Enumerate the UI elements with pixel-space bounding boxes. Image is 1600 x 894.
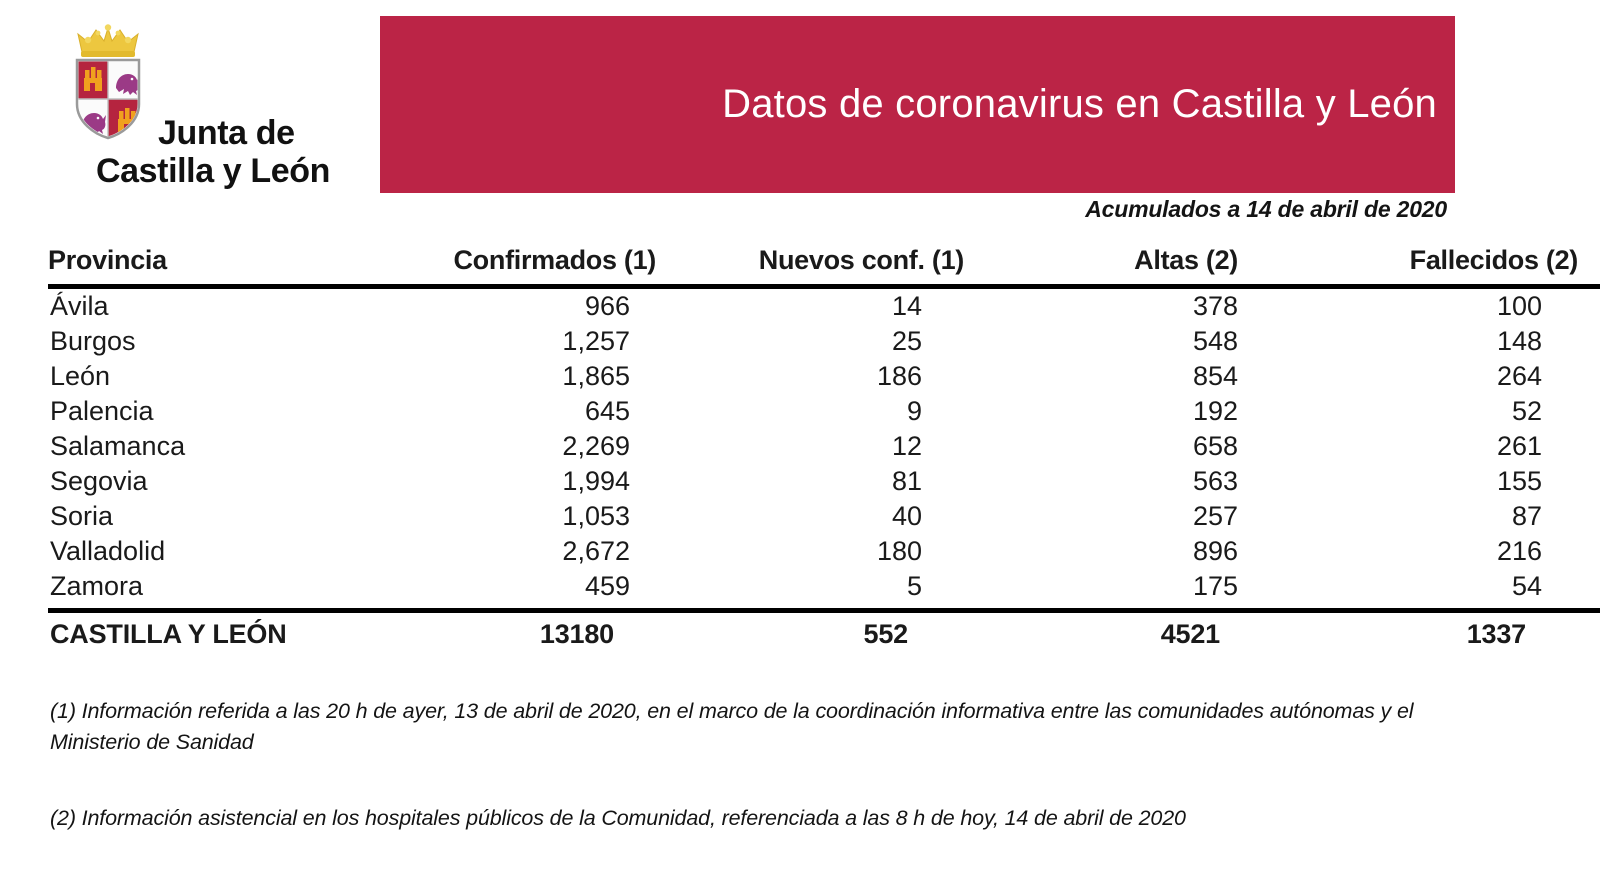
junta-logo: [48, 18, 358, 188]
cell-altas: 548: [1192, 326, 1238, 356]
table-body: [48, 287, 1600, 653]
table-row: [48, 394, 1600, 429]
table-row: [48, 287, 1600, 325]
cell-altas: 175: [1192, 571, 1238, 601]
cell-altas: 563: [1192, 466, 1238, 496]
page-header: [0, 0, 1600, 222]
table-row: [48, 569, 1600, 611]
table-total-row: [48, 611, 1600, 653]
table-row: [48, 464, 1600, 499]
cell-nuevos: 9: [906, 396, 922, 426]
cell-provincia: León: [50, 361, 111, 391]
cell-provincia: Valladolid: [50, 536, 166, 566]
covid-data-table: [48, 243, 1600, 652]
table-row: [48, 534, 1600, 569]
cell-nuevos: 5: [906, 571, 922, 601]
cell-nuevos: 81: [891, 466, 922, 496]
castilla-y-leon-coat-of-arms-icon: [64, 22, 152, 140]
total-altas: 4521: [988, 611, 1304, 653]
footnotes: [50, 696, 1450, 834]
cell-altas: 192: [1192, 396, 1238, 426]
cell-confirmados: 645: [584, 396, 630, 426]
cell-provincia: Ávila: [50, 291, 109, 321]
cell-nuevos: 12: [891, 431, 922, 461]
accumulated-date-subtitle: Acumulados a 14 de abril de 2020: [1085, 196, 1447, 222]
cell-altas: 378: [1192, 291, 1238, 321]
cell-nuevos: 186: [876, 361, 922, 391]
cell-provincia: Palencia: [50, 396, 154, 426]
logo-wordmark: [96, 114, 398, 190]
table-row: [48, 324, 1600, 359]
logo-line-1: Junta de: [158, 114, 295, 152]
total-nuevos: 552: [696, 611, 988, 653]
cell-confirmados: 1,257: [562, 326, 630, 356]
cell-altas: 896: [1192, 536, 1238, 566]
page-title: Datos de coronavirus en Castilla y León: [722, 82, 1437, 126]
footnote-1: (1) Información referida a las 20 h de ayer, 13 de abril de 2020, en el marco de la coordinación informativa entre las comunidades autónomas y el Ministerio de Sanidad: [50, 699, 1414, 754]
cell-nuevos: 180: [876, 536, 922, 566]
table-row: [48, 359, 1600, 394]
title-banner: [380, 16, 1455, 193]
cell-confirmados: 966: [584, 291, 630, 321]
cell-confirmados: 1,994: [562, 466, 630, 496]
cell-provincia: Segovia: [50, 466, 148, 496]
cell-provincia: Salamanca: [50, 431, 186, 461]
cell-provincia: Burgos: [50, 326, 136, 356]
cell-provincia: Soria: [50, 501, 114, 531]
table-row: [48, 429, 1600, 464]
cell-confirmados: 459: [584, 571, 630, 601]
cell-confirmados: 1,865: [562, 361, 630, 391]
column-header-provincia: Provincia: [48, 245, 167, 275]
cell-nuevos: 14: [891, 291, 922, 321]
logo-line-2: Castilla y León: [96, 152, 330, 190]
cell-confirmados: 1,053: [562, 501, 630, 531]
footnote-2: (2) Información asistencial en los hospitales públicos de la Comunidad, referenciada a las 8 h de hoy, 14 de abril de 2020: [50, 806, 1186, 831]
cell-fallecidos: 264: [1496, 361, 1542, 391]
cell-altas: 854: [1192, 361, 1238, 391]
cell-fallecidos: 148: [1496, 326, 1542, 356]
cell-fallecidos: 54: [1511, 571, 1542, 601]
cell-confirmados: 2,269: [562, 431, 630, 461]
cell-confirmados: 2,672: [562, 536, 630, 566]
column-header-fallecidos: Fallecidos (2): [1409, 245, 1578, 275]
column-header-nuevos: Nuevos conf. (1): [758, 245, 964, 275]
cell-altas: 658: [1192, 431, 1238, 461]
total-confirmados: 13180: [408, 611, 696, 653]
column-header-confirmados: Confirmados (1): [453, 245, 656, 275]
column-header-altas: Altas (2): [1134, 245, 1238, 275]
table-header-row: [48, 243, 1600, 287]
table-header: [48, 243, 1600, 287]
cell-altas: 257: [1192, 501, 1238, 531]
cell-fallecidos: 87: [1511, 501, 1542, 531]
cell-fallecidos: 261: [1496, 431, 1542, 461]
cell-fallecidos: 155: [1496, 466, 1542, 496]
total-label: CASTILLA Y LEÓN: [48, 611, 408, 653]
cell-fallecidos: 52: [1511, 396, 1542, 426]
cell-fallecidos: 100: [1496, 291, 1542, 321]
covid-data-table-container: [48, 243, 1578, 652]
subtitle-row: [0, 196, 1455, 223]
cell-nuevos: 25: [891, 326, 922, 356]
cell-fallecidos: 216: [1496, 536, 1542, 566]
total-fallecidos: 1337: [1304, 611, 1600, 653]
cell-nuevos: 40: [891, 501, 922, 531]
cell-provincia: Zamora: [50, 571, 144, 601]
table-row: [48, 499, 1600, 534]
